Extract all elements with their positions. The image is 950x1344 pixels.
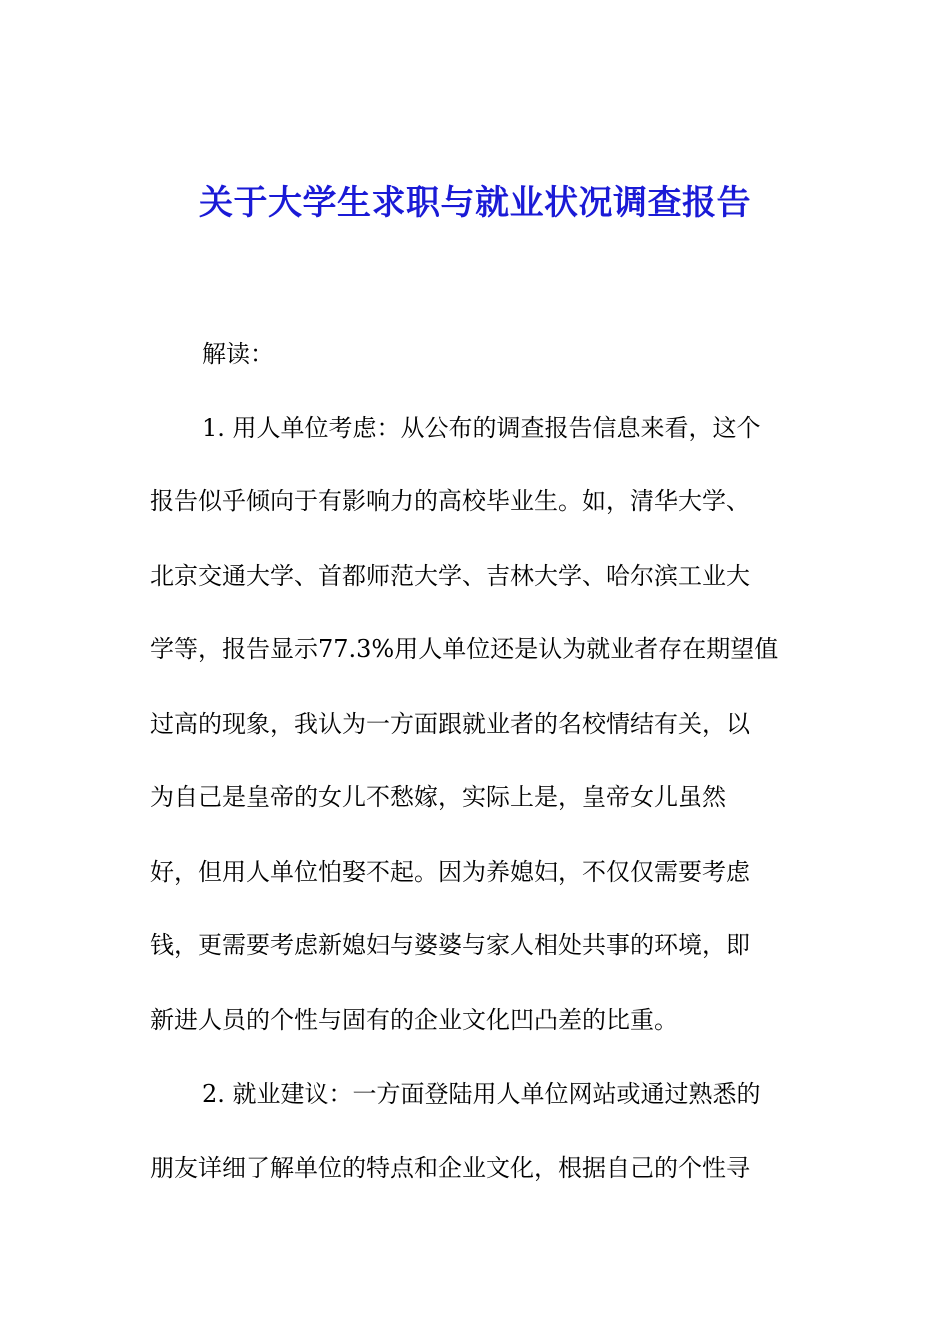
paragraph-line: 新进人员的个性与固有的企业文化凹凸差的比重。 [150,1006,678,1034]
paragraph-line: 学等，报告显示77.3%用人单位还是认为就业者存在期望值 [150,635,779,663]
paragraph-line: 报告似乎倾向于有影响力的高校毕业生。如，清华大学、 [150,487,750,515]
document-title: 关于大学生求职与就业状况调查报告 [199,183,751,223]
paragraph-line: 过高的现象，我认为一方面跟就业者的名校情结有关，以 [150,710,750,738]
paragraph-line: 2. 就业建议：一方面登陆用人单位网站或通过熟悉的 [202,1080,761,1108]
paragraph-line: 好，但用人单位怕娶不起。因为养媳妇，不仅仅需要考虑 [150,858,750,886]
paragraph-heading-interpretation: 解读： [202,340,274,368]
paragraph-line: 钱，更需要考虑新媳妇与婆婆与家人相处共事的环境，即 [150,931,750,959]
paragraph-line: 北京交通大学、首都师范大学、吉林大学、哈尔滨工业大 [150,562,750,590]
paragraph-line: 为自己是皇帝的女儿不愁嫁，实际上是，皇帝女儿虽然 [150,783,726,811]
paragraph-line: 1. 用人单位考虑：从公布的调查报告信息来看，这个 [202,414,761,442]
paragraph-line: 朋友详细了解单位的特点和企业文化，根据自己的个性寻 [150,1154,750,1182]
